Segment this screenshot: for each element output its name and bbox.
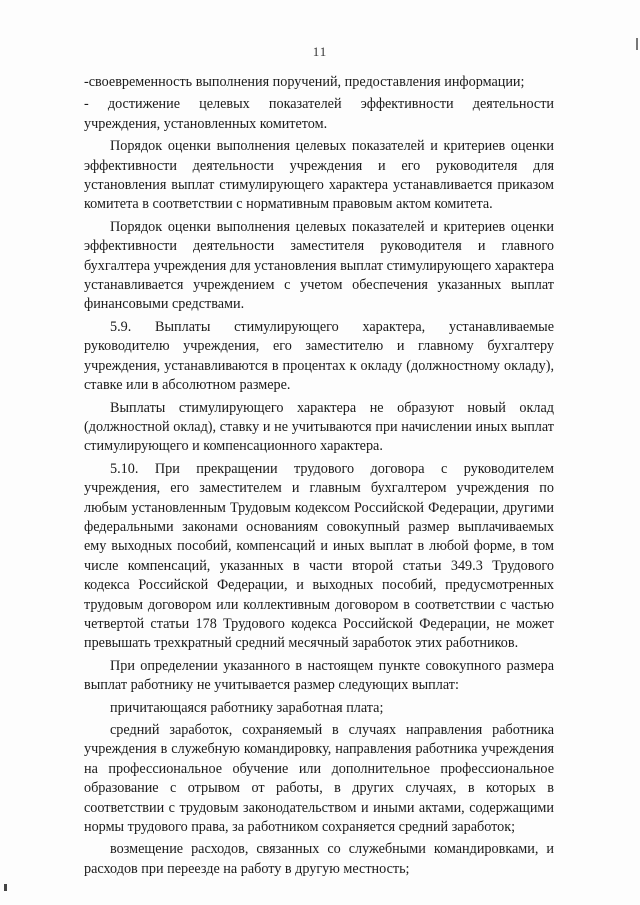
list-item-salary: причитающаяся работнику заработная плата; xyxy=(110,699,384,716)
paragraph-no-new-salary: Выплаты стимулирующего характера не образуют новый оклад (должностной оклад), ставку и не учитываются при начислении иных выплат стимулирующего и компенсационного характера. xyxy=(84,399,554,455)
paragraph-target-indicators: - достижение целевых показателей эффективности деятельности учреждения, установленных комитетом. xyxy=(84,96,554,132)
paragraph-exclusions-intro: При определении указанного в настоящем пункте совокупного размера выплат работнику не учитывается размер следующих выплат: xyxy=(84,657,554,694)
scan-dot xyxy=(4,884,7,891)
page-number: 11 xyxy=(312,44,328,59)
paragraph-evaluation-order-deputy: Порядок оценки выполнения целевых показателей и критериев оценки эффективности деятельности заместителя руководителя и главного бухгалтера учреждения для установления выплат стимулирующего характера устанавливается учреждением с учетом обеспечения указанных выплат финансовыми средствами. xyxy=(84,218,554,313)
paragraph-5-9: 5.9. Выплаты стимулирующего характера, устанавливаемые руководителю учреждения, его заместителю и главному бухгалтеру учреждения, устанавливаются в процентах к окладу (должностному окладу), ставке или в абсолютном размере. xyxy=(84,318,554,394)
document-body xyxy=(84,73,554,882)
paragraph-5-10: 5.10. При прекращении трудового договора с руководителем учреждения, его заместителем и главным бухгалтером учреждения по любым установленным Трудовым кодексом Российской Федерации, другими федеральными законами основаниям совокупный размер выплачиваемых ему выходных пособий, компенсаций и иных выплат в любой форме, в том числе компенсаций, указанных в части второй статьи 349.3 Трудового кодекса Российской Федерации, и выходных пособий, предусмотренных трудовым договором или коллективным договором в соответствии с частью четвертой статьи 178 Трудового кодекса Российской Федерации, не может превышать трехкратный средний месячный заработок этих работников. xyxy=(84,460,554,652)
paragraph-timeliness: -своевременность выполнения поручений, предоставления информации; xyxy=(84,74,525,90)
list-item-average-earnings: средний заработок, сохраняемый в случаях направления работника учреждения в служебную командировку, направления работника учреждения на профессиональное обучение или дополнительное профессиональное образование с отрывом от работы, в других случаях, в которых в соответствии с трудовым законодательством и иными актами, содержащими нормы трудового права, за работником сохраняется средний заработок; xyxy=(84,722,554,836)
list-item-expenses: возмещение расходов, связанных со служебными командировками, и расходов при переезде на работу в другую местность; xyxy=(84,841,554,877)
paragraph-evaluation-order-head: Порядок оценки выполнения целевых показателей и критериев оценки эффективности деятельности учреждения и его руководителя для установления выплат стимулирующего характера устанавливается приказом комитета в соответствии с нормативным правовым актом комитета. xyxy=(84,138,554,213)
